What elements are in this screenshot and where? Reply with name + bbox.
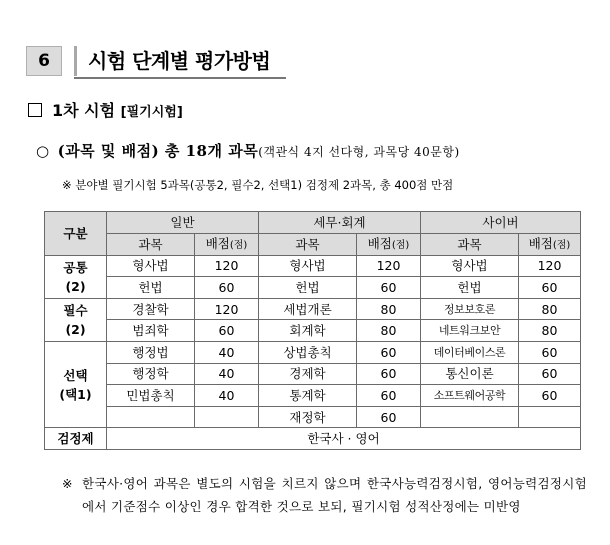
note-bottom-text: 한국사·영어 과목은 별도의 시험을 치르지 않으며 한국사능력검정시험, 영어능력검정시험에서 기준점수 이상인 경우 합격한 것으로 보되, 필기시험 성적산정에는 미반영	[82, 476, 587, 514]
table-cell: 60	[519, 277, 581, 299]
subsection-title: 1차 시험	[52, 101, 116, 120]
table-row	[45, 320, 581, 342]
table-cell: 60	[357, 406, 421, 428]
section-number: 6	[26, 46, 62, 76]
table-cell: 경제학	[259, 363, 357, 385]
subsection-tag: [필기시험]	[120, 105, 183, 120]
header-group-tax: 세무·회계	[259, 212, 421, 234]
table-cell: 120	[519, 255, 581, 277]
table-cell: 120	[195, 298, 259, 320]
table-cell-empty	[519, 406, 581, 428]
table-cell-empty	[421, 406, 519, 428]
table-cell: 네트워크보안	[421, 320, 519, 342]
header-division: 구분	[45, 212, 107, 256]
table-cell: 형사법	[421, 255, 519, 277]
row-label-certification: 검정제	[45, 428, 107, 450]
table-row	[45, 428, 581, 450]
table-cell: 80	[357, 298, 421, 320]
table-cell: 통신이론	[421, 363, 519, 385]
table-cell: 통계학	[259, 385, 357, 407]
table-row	[45, 385, 581, 407]
subsection-heading	[28, 100, 183, 124]
table-cell: 형사법	[107, 255, 195, 277]
row-label-required: 필수 (2)	[45, 298, 107, 341]
table-cell: 회계학	[259, 320, 357, 342]
table-cell: 헌법	[259, 277, 357, 299]
table-cell: 범죄학	[107, 320, 195, 342]
section-title: 시험 단계별 평가방법	[88, 49, 271, 73]
header-subject: 과목	[421, 233, 519, 255]
note-mark: ※	[62, 476, 73, 491]
note-bottom	[62, 472, 587, 518]
exam-subject-table	[44, 211, 581, 450]
table-cell: 60	[195, 320, 259, 342]
table-row	[45, 298, 581, 320]
header-subject: 과목	[107, 233, 195, 255]
table-cell: 소프트웨어공학	[421, 385, 519, 407]
table-cell: 40	[195, 363, 259, 385]
header-group-cyber: 사이버	[421, 212, 581, 234]
table-cell: 60	[357, 385, 421, 407]
subjects-summary	[36, 141, 460, 162]
table-cell: 민법총칙	[107, 385, 195, 407]
table-cell: 60	[519, 363, 581, 385]
table-cell: 40	[195, 385, 259, 407]
table-cell: 행정학	[107, 363, 195, 385]
header-score: 배점(점)	[519, 233, 581, 255]
row-label-elective: 선택 (택1)	[45, 341, 107, 427]
header-score: 배점(점)	[357, 233, 421, 255]
table-cell: 경찰학	[107, 298, 195, 320]
table-row	[45, 341, 581, 363]
table-cell: 60	[519, 341, 581, 363]
table-cell: 80	[519, 298, 581, 320]
table-cell: 120	[195, 255, 259, 277]
checkbox-square-icon	[28, 103, 42, 117]
table-cell: 행정법	[107, 341, 195, 363]
table-cell: 80	[357, 320, 421, 342]
table-cell: 60	[195, 277, 259, 299]
table-cell: 헌법	[107, 277, 195, 299]
table-cell: 데이터베이스론	[421, 341, 519, 363]
table-cell: 정보보호론	[421, 298, 519, 320]
table-cell: 헌법	[421, 277, 519, 299]
table-cell: 40	[195, 341, 259, 363]
table-row	[45, 363, 581, 385]
table-row	[45, 277, 581, 299]
certification-value: 한국사 · 영어	[107, 428, 581, 450]
table-cell: 60	[357, 277, 421, 299]
row-label-common: 공통 (2)	[45, 255, 107, 298]
table-row	[45, 255, 581, 277]
table-header-row	[45, 212, 581, 234]
section-divider	[74, 46, 77, 76]
circle-bullet-icon: ○	[36, 142, 50, 160]
subjects-summary-detail: (객관식 4지 선다형, 과목당 40문항)	[258, 145, 460, 159]
table-cell: 상법총칙	[259, 341, 357, 363]
table-cell: 80	[519, 320, 581, 342]
table-cell-empty	[107, 406, 195, 428]
section-underline	[74, 77, 286, 79]
header-subject: 과목	[259, 233, 357, 255]
table-cell: 120	[357, 255, 421, 277]
table-subheader-row	[45, 233, 581, 255]
note-top: ※ 분야별 필기시험 5과목(공통2, 필수2, 선택1) 검정제 2과목, 총 400점 만점	[62, 178, 454, 192]
header-score: 배점(점)	[195, 233, 259, 255]
table-row	[45, 406, 581, 428]
header-group-general: 일반	[107, 212, 259, 234]
subjects-summary-main: (과목 및 배점) 총 18개 과목	[57, 142, 259, 160]
table-cell: 60	[519, 385, 581, 407]
table-cell: 세법개론	[259, 298, 357, 320]
table-cell: 60	[357, 341, 421, 363]
table-cell-empty	[195, 406, 259, 428]
table-cell: 60	[357, 363, 421, 385]
table-cell: 재정학	[259, 406, 357, 428]
table-cell: 형사법	[259, 255, 357, 277]
